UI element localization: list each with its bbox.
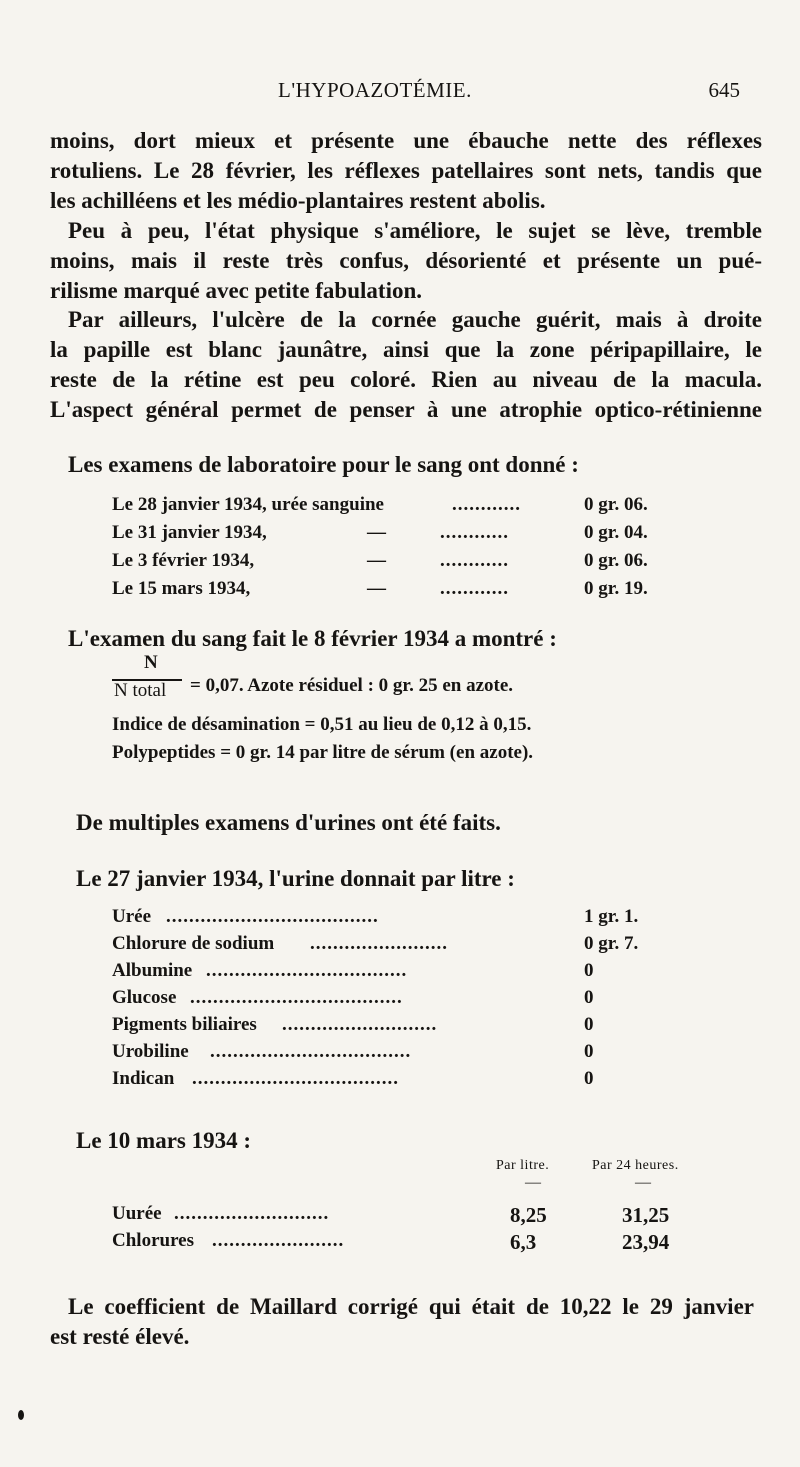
urine-intro: De multiples examens d'urines ont été faits. <box>76 810 501 835</box>
text-line: Peu à peu, l'état physique s'améliore, le sujet se lève, tremble <box>68 218 762 243</box>
urine-row-value: 0 <box>584 960 594 981</box>
text-line: la papille est blanc jaunâtre, ainsi que la zone péripapillaire, le <box>50 337 762 362</box>
fraction-result: = 0,07. Azote résiduel : 0 gr. 25 en azote. <box>190 675 514 696</box>
urine-row-value: 0 <box>584 987 594 1008</box>
urine-row-label: Indican <box>112 1068 175 1089</box>
urine-row-value: 0 <box>584 1068 594 1089</box>
urine-row <box>112 906 682 933</box>
leader-dots: ..................................... <box>190 987 403 1008</box>
urine-row-value: 1 gr. 1. <box>584 906 639 927</box>
closing-paragraph <box>50 1292 754 1352</box>
paragraph-2 <box>50 216 762 306</box>
urine-row <box>112 1068 682 1095</box>
urine-row <box>112 933 682 960</box>
urine-mar-per-day: 23,94 <box>622 1230 670 1254</box>
indice-line: Indice de désamination = 0,51 au lieu de 0,12 à 0,15. <box>112 714 532 735</box>
text-line: moins, dort mieux et présente une ébauche nette des réflexes <box>50 128 762 153</box>
blood-row-dash: — <box>367 578 386 599</box>
urine-mar-row <box>112 1230 702 1257</box>
urine-row <box>112 1014 682 1041</box>
leader-dots: ................................... <box>210 1041 412 1062</box>
urine-mar-label: Chlorures <box>112 1230 194 1251</box>
blood-row-value: 0 gr. 06. <box>584 550 648 571</box>
urine-row-label: Pigments biliaires <box>112 1014 257 1035</box>
page-number: 645 <box>708 78 740 102</box>
urine-row-label: Albumine <box>112 960 193 981</box>
urine-row-value: 0 <box>584 1014 594 1035</box>
urine-mar-per-day: 31,25 <box>622 1203 670 1227</box>
urine-row-label: Urobiline <box>112 1041 189 1062</box>
urine-row-label: Glucose <box>112 987 177 1008</box>
text-line: est resté élevé. <box>50 1324 190 1349</box>
urine-mar-intro: Le 10 mars 1934 : <box>76 1128 252 1153</box>
urine-row-value: 0 gr. 7. <box>584 933 639 954</box>
text-line: reste de la rétine est peu coloré. Rien au niveau de la macula. <box>50 367 762 392</box>
ink-speck <box>18 1410 24 1420</box>
urine-mar-row <box>112 1203 702 1230</box>
blood-row-value: 0 gr. 19. <box>584 578 648 599</box>
leader-dots: ............ <box>452 494 521 515</box>
col-dash: — <box>525 1174 541 1191</box>
leader-dots: ................................... <box>206 960 408 981</box>
leader-dots: ....................... <box>212 1230 345 1251</box>
leader-dots: ........................ <box>310 933 448 954</box>
leader-dots: ........................... <box>282 1014 438 1035</box>
col-head-per-day: Par 24 heures. <box>592 1158 679 1173</box>
leader-dots: ............ <box>440 550 509 571</box>
polypeptides-line: Polypeptides = 0 gr. 14 par litre de sérum (en azote). <box>112 742 534 763</box>
blood-row-dash: — <box>367 550 386 571</box>
leader-dots: ........................... <box>174 1203 330 1224</box>
text-line: moins, mais il reste très confus, désorienté et présente un pué- <box>50 248 762 273</box>
paragraph-1 <box>50 126 762 216</box>
fraction-denominator: N total <box>114 680 167 701</box>
col-dash: — <box>635 1174 651 1191</box>
urine-jan-intro: Le 27 janvier 1934, l'urine donnait par litre : <box>76 866 515 891</box>
blood-intro: Les examens de laboratoire pour le sang ont donné : <box>68 452 579 477</box>
urine-row <box>112 987 682 1014</box>
text-line: Le coefficient de Maillard corrigé qui était de 10,22 le 29 janvier <box>68 1294 754 1319</box>
blood-row <box>112 578 682 605</box>
leader-dots: ............ <box>440 522 509 543</box>
leader-dots: .................................... <box>192 1068 399 1089</box>
urine-row <box>112 1041 682 1068</box>
blood-row-label: Le 3 février 1934, <box>112 550 255 571</box>
blood-row-value: 0 gr. 04. <box>584 522 648 543</box>
blood-row-label: Le 28 janvier 1934, urée sanguine <box>112 494 384 515</box>
blood-row <box>112 494 682 521</box>
paragraph-3 <box>50 305 762 425</box>
urine-mar-per-litre: 6,3 <box>510 1230 537 1254</box>
text-line: rilisme marqué avec petite fabulation. <box>50 278 422 303</box>
text-line: rotuliens. Le 28 février, les réflexes patellaires sont nets, tandis que <box>50 158 762 183</box>
leader-dots: ..................................... <box>166 906 379 927</box>
urine-row <box>112 960 682 987</box>
urine-mar-per-litre: 8,25 <box>510 1203 547 1227</box>
urine-row-value: 0 <box>584 1041 594 1062</box>
col-head-per-litre: Par litre. <box>496 1158 550 1173</box>
blood-exam-intro: L'examen du sang fait le 8 février 1934 a montré : <box>68 626 557 651</box>
urine-row-label: Urée <box>112 906 152 927</box>
urine-row-label: Chlorure de sodium <box>112 933 275 954</box>
blood-row <box>112 522 682 549</box>
text-line: L'aspect général permet de penser à une atrophie optico-rétinienne <box>50 397 762 422</box>
fraction-numerator: N <box>144 652 158 673</box>
page-header <box>50 78 740 108</box>
urine-mar-label: Uurée <box>112 1203 162 1224</box>
text-line: les achilléens et les médio-plantaires restent abolis. <box>50 188 546 213</box>
leader-dots: ............ <box>440 578 509 599</box>
blood-row-value: 0 gr. 06. <box>584 494 648 515</box>
blood-row-dash: — <box>367 522 386 543</box>
text-line: Par ailleurs, l'ulcère de la cornée gauche guérit, mais à droite <box>68 307 762 332</box>
blood-row-label: Le 31 janvier 1934, <box>112 522 267 543</box>
blood-row <box>112 550 682 577</box>
nitrogen-fraction <box>112 652 184 702</box>
running-title: L'HYPOAZOTÉMIE. <box>278 78 472 102</box>
blood-row-label: Le 15 mars 1934, <box>112 578 251 599</box>
